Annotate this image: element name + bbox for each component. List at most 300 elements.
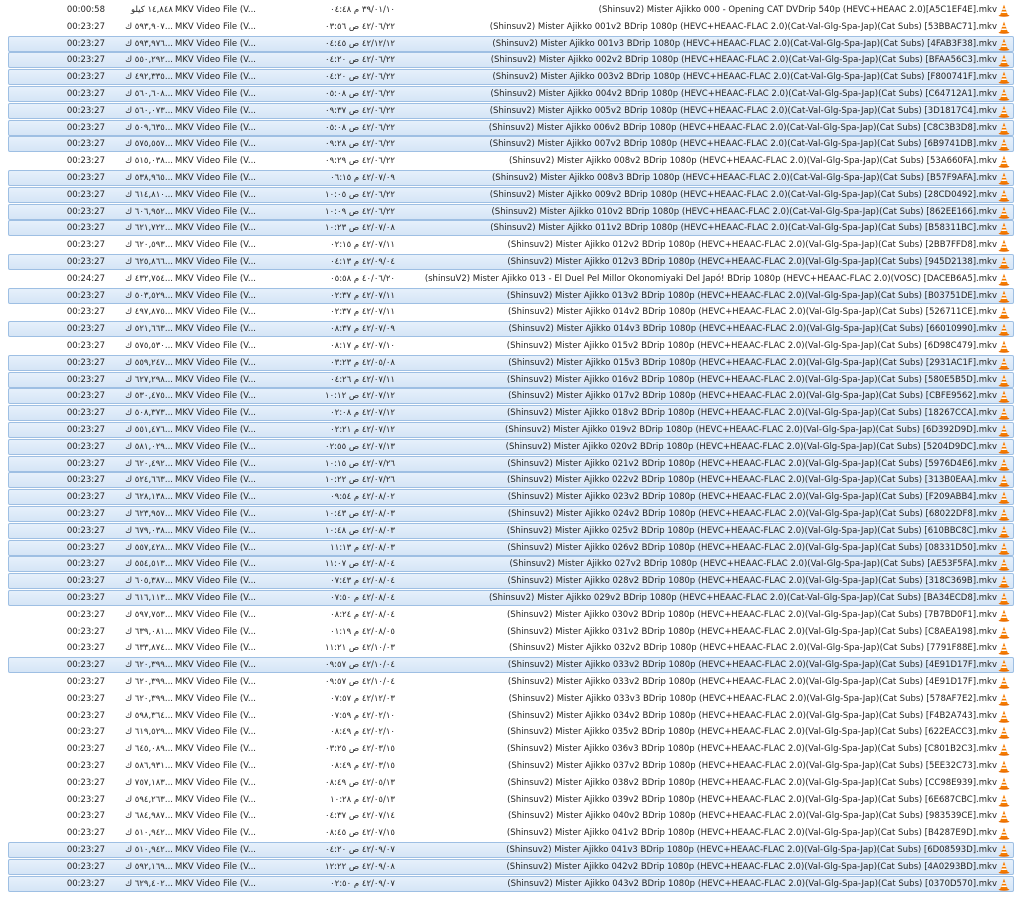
date-cell: ٤٢/٠٧/١٢ م ٠٢:٢١ bbox=[330, 425, 395, 435]
vlc-cone-icon bbox=[998, 88, 1010, 101]
date-cell: ٤٢/٠٨/٠٤ م ٠٨:٢٤ bbox=[330, 609, 395, 620]
date-cell: ٤٢/٠٣/١٥ م ٠٨:٤٩ bbox=[330, 761, 395, 771]
file-row[interactable] bbox=[8, 556, 1014, 572]
vlc-cone-icon bbox=[998, 474, 1010, 487]
date-cell: ٤٢/٠٥/١٣ ص ٠٨:٤٩ bbox=[325, 777, 395, 788]
file-row[interactable] bbox=[8, 708, 1014, 724]
length-cell: 00:23:27 bbox=[66, 710, 105, 721]
date-cell: ٤٢/٠٦/٢٢ ص ٠٩:٢٩ bbox=[325, 156, 395, 167]
file-row[interactable] bbox=[8, 187, 1014, 203]
type-cell: MKV Video File (V... bbox=[175, 660, 257, 671]
type-cell: MKV Video File (V... bbox=[175, 5, 257, 15]
name-cell: (Shinsuv2) Mister Ajikko 020v2 BDrip 1080p (HEVC+HEAAC-FLAC 2.0)(Val-Glg-Spa-Jap)(Cat Subs) [5204D9DC].mkv bbox=[505, 441, 997, 452]
vlc-cone-icon bbox=[998, 592, 1010, 605]
size-cell: ٥٥٧,٤٢٨ ك... bbox=[125, 542, 173, 553]
file-row[interactable] bbox=[8, 338, 1014, 354]
size-cell: ٦١٤,٨١٠ ك... bbox=[125, 189, 173, 200]
name-cell: (Shinsuv2) Mister Ajikko 033v3 BDrip 1080p (HEVC+HEAAC-FLAC 2.0)(Val-Glg-Spa-Jap)(Cat Subs) [578AF7E2].mkv bbox=[508, 693, 997, 704]
type-cell: MKV Video File (V... bbox=[175, 710, 257, 721]
date-cell: ٤٢/٠٦/٢٢ ص ٠٥:٠٨ bbox=[325, 89, 395, 99]
file-row[interactable] bbox=[8, 288, 1014, 304]
size-cell: ٥٩٤,٢٦٣ ك... bbox=[125, 794, 173, 805]
type-cell: MKV Video File (V... bbox=[175, 458, 257, 469]
date-cell: ٤٢/٠٩/٠٧ ص ٠٤:٢٠ bbox=[325, 845, 395, 855]
size-cell: ٦٢٩,٤٠٢ ك... bbox=[125, 878, 173, 889]
length-cell: 00:23:27 bbox=[66, 626, 105, 637]
name-cell: (Shinsuv2) Mister Ajikko 004v2 BDrip 1080p (HEVC+HEAAC-FLAC 2.0)(Cat-Val-Glg-Spa-Jap)(Cat Subs) [C64712A1].mkv bbox=[490, 89, 997, 99]
file-row[interactable] bbox=[8, 674, 1014, 690]
size-cell: ٥٩٣,٩٧٦ ك... bbox=[125, 38, 173, 49]
file-row[interactable] bbox=[8, 876, 1014, 892]
size-cell: ٦٢٠,٣٩٩ ك... bbox=[125, 693, 173, 704]
size-cell: ٦٢٥,٨٦٦ ك... bbox=[125, 257, 173, 267]
file-row[interactable] bbox=[8, 372, 1014, 388]
type-cell: MKV Video File (V... bbox=[175, 240, 257, 251]
name-cell: (Shinsuv2) Mister Ajikko 022v2 BDrip 1080p (HEVC+HEAAC-FLAC 2.0)(Val-Glg-Spa-Jap)(Cat Subs) [313B0EAA].mkv bbox=[507, 475, 997, 486]
vlc-cone-icon bbox=[998, 794, 1010, 807]
size-cell: ٥٠٨,٣٧٣ ك... bbox=[125, 408, 173, 419]
length-cell: 00:23:27 bbox=[66, 609, 105, 620]
length-cell: 00:23:27 bbox=[66, 693, 105, 704]
file-row[interactable] bbox=[8, 540, 1014, 556]
length-cell: 00:23:27 bbox=[66, 475, 105, 486]
date-cell: ٤٢/٠٧/١١ م ٠٢:١٥ bbox=[330, 240, 395, 251]
file-row[interactable] bbox=[8, 237, 1014, 253]
file-row[interactable] bbox=[8, 69, 1014, 85]
date-cell: ٤٢/٠٣/١٥ ص ٠٣:٢٥ bbox=[325, 744, 395, 755]
type-cell: MKV Video File (V... bbox=[175, 811, 257, 822]
type-cell: MKV Video File (V... bbox=[175, 273, 257, 284]
file-row[interactable] bbox=[8, 220, 1014, 236]
vlc-cone-icon bbox=[998, 861, 1010, 874]
type-cell: MKV Video File (V... bbox=[175, 374, 257, 385]
file-row[interactable] bbox=[8, 590, 1014, 606]
size-cell: ٦٤٥,٠٨٩ ك... bbox=[125, 744, 173, 755]
length-cell: 00:23:27 bbox=[66, 105, 105, 116]
vlc-cone-icon bbox=[998, 54, 1010, 67]
vlc-cone-icon bbox=[998, 642, 1010, 655]
type-cell: MKV Video File (V... bbox=[175, 441, 257, 452]
file-row[interactable] bbox=[8, 456, 1014, 472]
date-cell: ٤٢/٠٢/١٠ م ٠٨:٤٩ bbox=[330, 727, 395, 738]
file-row[interactable] bbox=[8, 388, 1014, 404]
type-cell: MKV Video File (V... bbox=[175, 744, 257, 755]
name-cell: (Shinsuv2) Mister Ajikko 035v2 BDrip 1080p (HEVC+HEAAC-FLAC 2.0)(Val-Glg-Spa-Jap)(Cat Subs) [622EACC3].mkv bbox=[507, 727, 997, 738]
length-cell: 00:23:27 bbox=[66, 240, 105, 251]
name-cell: (Shinsuv2) Mister Ajikko 018v2 BDrip 1080p (HEVC+HEAAC-FLAC 2.0)(Val-Glg-Spa-Jap)(Cat Subs) [18267CCA].mkv bbox=[506, 408, 997, 419]
name-cell: (Shinsuv2) Mister Ajikko 017v2 BDrip 1080p (HEVC+HEAAC-FLAC 2.0)(Val-Glg-Spa-Jap)(Cat Subs) [CBFE9562].mkv bbox=[508, 391, 997, 402]
name-cell: (Shinsuv2) Mister Ajikko 038v2 BDrip 1080p (HEVC+HEAAC-FLAC 2.0)(Val-Glg-Spa-Jap)(Cat Subs) [CC98E939].mkv bbox=[507, 777, 997, 788]
size-cell: ٥٩٧,٧٥٣ ك... bbox=[125, 609, 173, 620]
file-row[interactable] bbox=[8, 489, 1014, 505]
date-cell: ٤٢/١٠/٠٤ ص ٠٩:٥٧ bbox=[325, 660, 395, 671]
name-cell: (Shinsuv2) Mister Ajikko 009v2 BDrip 1080p (HEVC+HEAAC-FLAC 2.0)(Cat-Val-Glg-Spa-Jap)(Cat Subs) [28CD0492].mkv bbox=[489, 189, 997, 200]
file-row[interactable] bbox=[8, 321, 1014, 337]
date-cell: ٤٢/٠٨/٠٤ م ٠٧:٥٠ bbox=[330, 593, 395, 603]
type-cell: MKV Video File (V... bbox=[175, 861, 257, 872]
length-cell: 00:23:27 bbox=[66, 391, 105, 402]
type-cell: MKV Video File (V... bbox=[175, 257, 257, 267]
length-cell: 00:23:27 bbox=[66, 206, 105, 217]
size-cell: ٧٥٧,١٨٣ ك... bbox=[125, 777, 173, 788]
date-cell: ٤٢/٠٦/٢٢ ص ٠٩:٢٨ bbox=[325, 139, 395, 150]
size-cell: ٦٢٨,١٣٨ ك... bbox=[125, 492, 173, 503]
date-cell: ٤٢/٠٩/٠٨ ص ١٢:٢٢ bbox=[325, 861, 395, 872]
size-cell: ٦١٩,٥٢٩ ك... bbox=[125, 727, 173, 738]
vlc-cone-icon bbox=[998, 827, 1010, 840]
name-cell: (Shinsuv2) Mister Ajikko 014v3 BDrip 1080p (HEVC+HEAAC-FLAC 2.0)(Val-Glg-Spa-Jap)(Cat Subs) [66010990].mkv bbox=[508, 324, 997, 335]
file-row[interactable] bbox=[8, 859, 1014, 875]
file-row[interactable] bbox=[8, 775, 1014, 791]
date-cell: ٤٢/٠٧/٢٦ ص ١٠:١٥ bbox=[325, 458, 395, 469]
type-cell: MKV Video File (V... bbox=[175, 542, 257, 553]
vlc-cone-icon bbox=[998, 290, 1010, 303]
name-cell: (Shinsuv2) Mister Ajikko 031v2 BDrip 1080p (HEVC+HEAAC-FLAC 2.0)(Val-Glg-Spa-Jap)(Cat Subs) [C8AEA198].mkv bbox=[507, 626, 997, 637]
name-cell: (Shinsuv2) Mister Ajikko 023v2 BDrip 1080p (HEVC+HEAAC-FLAC 2.0)(Val-Glg-Spa-Jap)(Cat Subs) [F209ABB4].mkv bbox=[507, 492, 997, 503]
name-cell: (Shinsuv2) Mister Ajikko 008v3 BDrip 1080p (HEVC+HEAAC-FLAC 2.0)(Cat-Val-Glg-Spa-Jap)(Cat Subs) [B57F9AFA].mkv bbox=[491, 173, 997, 183]
vlc-cone-icon bbox=[998, 441, 1010, 454]
type-cell: MKV Video File (V... bbox=[175, 559, 257, 570]
type-cell: MKV Video File (V... bbox=[175, 643, 257, 654]
name-cell: (Shinsuv2) Mister Ajikko 005v2 BDrip 1080p (HEVC+HEAAC-FLAC 2.0)(Cat-Val-Glg-Spa-Jap)(Cat Subs) [3D1817C4].mkv bbox=[489, 105, 997, 116]
date-cell: ٤٢/٠٧/١١ م ٠٢:٣٧ bbox=[330, 290, 395, 301]
file-row[interactable] bbox=[8, 506, 1014, 522]
length-cell: 00:24:27 bbox=[66, 273, 105, 284]
length-cell: 00:23:27 bbox=[66, 341, 105, 351]
vlc-cone-icon bbox=[998, 609, 1010, 622]
vlc-cone-icon bbox=[998, 323, 1010, 336]
type-cell: MKV Video File (V... bbox=[175, 223, 257, 234]
date-cell: ٤٢/٠٧/١١ م ٠٤:٢٦ bbox=[330, 374, 395, 385]
type-cell: MKV Video File (V... bbox=[175, 341, 257, 351]
length-cell: 00:23:27 bbox=[66, 425, 105, 435]
size-cell: ٦٨٤,٩٨٧ ك... bbox=[125, 811, 173, 822]
vlc-cone-icon bbox=[998, 189, 1010, 202]
size-cell: ٦١٦,١١٣ ك... bbox=[125, 593, 173, 603]
date-cell: ٤٢/٠٧/١٤ ص ٠٤:٣٧ bbox=[325, 811, 395, 822]
length-cell: 00:23:27 bbox=[66, 307, 105, 318]
file-row[interactable] bbox=[8, 2, 1014, 18]
length-cell: 00:23:27 bbox=[66, 794, 105, 805]
date-cell: ٤٢/٠٨/٠٣ ص ١٠:٤٨ bbox=[325, 525, 395, 536]
date-cell: ٤٢/٠٨/٠٥ م ٠١:١٩ bbox=[330, 626, 395, 637]
size-cell: ٥٥٩,٢٤٧ ك... bbox=[125, 357, 173, 368]
file-row[interactable] bbox=[8, 103, 1014, 119]
vlc-cone-icon bbox=[998, 491, 1010, 504]
file-row[interactable] bbox=[8, 741, 1014, 757]
vlc-cone-icon bbox=[998, 810, 1010, 823]
file-row[interactable] bbox=[8, 691, 1014, 707]
length-cell: 00:23:27 bbox=[66, 324, 105, 335]
file-row[interactable] bbox=[8, 355, 1014, 371]
type-cell: MKV Video File (V... bbox=[175, 290, 257, 301]
type-cell: MKV Video File (V... bbox=[175, 845, 257, 855]
name-cell: (Shinsuv2) Mister Ajikko 041v3 BDrip 1080p (HEVC+HEAAC-FLAC 2.0)(Val-Glg-Spa-Jap)(Cat Subs) [6D08593D].mkv bbox=[506, 845, 997, 855]
name-cell: (Shinsuv2) Mister Ajikko 003v2 BDrip 1080p (HEVC+HEAAC-FLAC 2.0)(Cat-Val-Glg-Spa-Jap)(Cat Subs) [F800741F].mkv bbox=[492, 72, 997, 83]
length-cell: 00:23:27 bbox=[66, 139, 105, 150]
size-cell: ٥٦٠,٠٧٣ ك... bbox=[125, 105, 173, 116]
name-cell: (Shinsuv2) Mister Ajikko 025v2 BDrip 1080p (HEVC+HEAAC-FLAC 2.0)(Val-Glg-Spa-Jap)(Cat Subs) [610BBC8C].mkv bbox=[506, 525, 997, 536]
length-cell: 00:23:27 bbox=[66, 861, 105, 872]
file-row[interactable] bbox=[8, 724, 1014, 740]
file-row[interactable] bbox=[8, 405, 1014, 421]
name-cell: (Shinsuv2) Mister Ajikko 019v2 BDrip 1080p (HEVC+HEAAC-FLAC 2.0)(Val-Glg-Spa-Jap)(Cat Subs) [6D392D9D].mkv bbox=[505, 425, 997, 435]
file-row[interactable] bbox=[8, 640, 1014, 656]
file-row[interactable] bbox=[8, 825, 1014, 841]
vlc-cone-icon bbox=[998, 458, 1010, 471]
vlc-cone-icon bbox=[998, 374, 1010, 387]
file-row[interactable] bbox=[8, 523, 1014, 539]
vlc-cone-icon bbox=[998, 71, 1010, 84]
date-cell: ٤٢/٠٦/٢٢ ص ٠٥:٠٨ bbox=[325, 122, 395, 133]
date-cell: ٤٢/٠٨/٠٣ ص ١٠:٤٣ bbox=[325, 509, 395, 519]
vlc-cone-icon bbox=[998, 525, 1010, 538]
date-cell: ٤٢/٠٧/٠٩ م ٠٦:١٥ bbox=[330, 173, 395, 183]
name-cell: (Shinsuv2) Mister Ajikko 001v2 BDrip 1080p (HEVC+HEAAC-FLAC 2.0)(Cat-Val-Glg-Spa-Jap)(Cat Subs) [53BBAC71].mkv bbox=[489, 21, 997, 32]
type-cell: MKV Video File (V... bbox=[175, 492, 257, 503]
vlc-cone-icon bbox=[998, 693, 1010, 706]
name-cell: (Shinsuv2) Mister Ajikko 012v3 BDrip 1080p (HEVC+HEAAC-FLAC 2.0)(Val-Glg-Spa-Jap)(Cat Subs) [945D2138].mkv bbox=[507, 257, 997, 267]
vlc-cone-icon bbox=[998, 105, 1010, 118]
size-cell: ٥٩٨,٣٦٤ ك... bbox=[125, 710, 173, 721]
vlc-cone-icon bbox=[998, 340, 1010, 353]
file-row[interactable] bbox=[8, 439, 1014, 455]
vlc-cone-icon bbox=[998, 4, 1010, 17]
size-cell: ٦٣٩,٠٨١ ك... bbox=[125, 626, 173, 637]
length-cell: 00:23:27 bbox=[66, 777, 105, 788]
size-cell: ٥٣٨,٩٦٥ ك... bbox=[125, 173, 173, 183]
date-cell: ٤٢/١٢/٠٣ م ٠٧:٥٧ bbox=[330, 693, 395, 704]
file-row[interactable] bbox=[8, 52, 1014, 68]
file-row[interactable] bbox=[8, 136, 1014, 152]
name-cell: (Shinsuv2) Mister Ajikko 036v3 BDrip 1080p (HEVC+HEAAC-FLAC 2.0)(Val-Glg-Spa-Jap)(Cat Subs) [C801B2C3].mkv bbox=[506, 744, 997, 755]
name-cell: (Shinsuv2) Mister Ajikko 039v2 BDrip 1080p (HEVC+HEAAC-FLAC 2.0)(Val-Glg-Spa-Jap)(Cat Subs) [6E687CBC].mkv bbox=[507, 794, 997, 805]
type-cell: MKV Video File (V... bbox=[175, 475, 257, 486]
size-cell: ٦٢٣,٩٥٧ ك... bbox=[125, 509, 173, 519]
size-cell: ٦٢١,٧٢٢ ك... bbox=[125, 223, 173, 234]
length-cell: 00:23:27 bbox=[66, 223, 105, 234]
type-cell: MKV Video File (V... bbox=[175, 307, 257, 318]
length-cell: 00:23:27 bbox=[66, 727, 105, 738]
size-cell: ٦٢٧,٢٩٨ ك... bbox=[125, 374, 173, 385]
file-row[interactable] bbox=[8, 422, 1014, 438]
length-cell: 00:23:27 bbox=[66, 761, 105, 771]
type-cell: MKV Video File (V... bbox=[175, 761, 257, 771]
date-cell: ٤٢/٠٦/٢٢ ص ٠٩:٣٧ bbox=[325, 105, 395, 116]
vlc-cone-icon bbox=[998, 508, 1010, 521]
vlc-cone-icon bbox=[998, 743, 1010, 756]
file-row[interactable] bbox=[8, 808, 1014, 824]
vlc-cone-icon bbox=[998, 760, 1010, 773]
length-cell: 00:23:27 bbox=[66, 593, 105, 603]
vlc-cone-icon bbox=[998, 306, 1010, 319]
date-cell: ٤٢/٠٧/٠٨ ص ١٠:٢٣ bbox=[325, 223, 395, 234]
size-cell: ٥١٥,٠٣٨ ك... bbox=[125, 156, 173, 167]
date-cell: ٤٢/٠٧/١١ م ٠٢:٣٧ bbox=[330, 307, 395, 318]
size-cell: ٥١٠,٩٤٢ ك... bbox=[125, 845, 173, 855]
file-row[interactable] bbox=[8, 120, 1014, 136]
name-cell: (Shinsuv2) Mister Ajikko 010v2 BDrip 1080p (HEVC+HEAAC-FLAC 2.0)(Cat-Val-Glg-Spa-Jap)(Cat Subs) [862EE166].mkv bbox=[491, 206, 997, 217]
length-cell: 00:23:27 bbox=[66, 357, 105, 368]
size-cell: ٥٩٣,٩٠٧ ك... bbox=[125, 21, 173, 32]
vlc-cone-icon bbox=[998, 138, 1010, 151]
date-cell: ٤٢/٠٥/٠٨ م ٠٣:٢٣ bbox=[330, 357, 395, 368]
name-cell: (Shinsuv2) Mister Ajikko 043v2 BDrip 1080p (HEVC+HEAAC-FLAC 2.0)(Val-Glg-Spa-Jap)(Cat Subs) [0370D570].mkv bbox=[507, 878, 997, 889]
name-cell: (Shinsuv2) Mister Ajikko 011v2 BDrip 1080p (HEVC+HEAAC-FLAC 2.0)(Cat-Val-Glg-Spa-Jap)(Cat Subs) [B58311BC].mkv bbox=[490, 223, 997, 234]
size-cell: ٦٠٦,٩٥٢ ك... bbox=[125, 206, 173, 217]
date-cell: ٤٠/٠٦/٢٠ م ٠٥:٥٨ bbox=[330, 273, 395, 284]
file-row[interactable] bbox=[8, 86, 1014, 102]
file-row[interactable] bbox=[8, 792, 1014, 808]
name-cell: (Shinsuv2) Mister Ajikko 026v2 BDrip 1080p (HEVC+HEAAC-FLAC 2.0)(Val-Glg-Spa-Jap)(Cat Subs) [08331D50].mkv bbox=[507, 542, 997, 553]
vlc-cone-icon bbox=[998, 726, 1010, 739]
file-row[interactable] bbox=[8, 36, 1014, 52]
length-cell: 00:23:27 bbox=[66, 660, 105, 671]
file-row[interactable] bbox=[8, 842, 1014, 858]
file-row[interactable] bbox=[8, 254, 1014, 270]
date-cell: ٤٢/١٠/٠٤ ص ٠٩:٥٧ bbox=[325, 677, 395, 687]
name-cell: (Shinsuv2) Mister Ajikko 029v2 BDrip 1080p (HEVC+HEAAC-FLAC 2.0)(Cat-Val-Glg-Spa-Jap)(Cat Subs) [BA34ECD8].mkv bbox=[488, 593, 997, 603]
size-cell: ٤٣٢,٧٥٤ ك... bbox=[125, 273, 173, 284]
vlc-cone-icon bbox=[998, 172, 1010, 185]
type-cell: MKV Video File (V... bbox=[175, 189, 257, 200]
type-cell: MKV Video File (V... bbox=[175, 357, 257, 368]
size-cell: ٦٠٥,٣٨٧ ك... bbox=[125, 576, 173, 587]
date-cell: ٤٢/١٠/٠٣ ص ١١:٢١ bbox=[325, 643, 395, 654]
name-cell: (Shinsuv2) Mister Ajikko 024v2 BDrip 1080p (HEVC+HEAAC-FLAC 2.0)(Val-Glg-Spa-Jap)(Cat Subs) [68022DF8].mkv bbox=[507, 509, 997, 519]
vlc-cone-icon bbox=[998, 256, 1010, 269]
size-cell: ٥٢٤,٦٦٣ ك... bbox=[125, 475, 173, 486]
size-cell: ٥١٠,٩٤٢ ك... bbox=[125, 828, 173, 839]
type-cell: MKV Video File (V... bbox=[175, 576, 257, 587]
length-cell: 00:23:27 bbox=[66, 441, 105, 452]
vlc-cone-icon bbox=[998, 424, 1010, 437]
length-cell: 00:23:27 bbox=[66, 55, 105, 66]
type-cell: MKV Video File (V... bbox=[175, 525, 257, 536]
name-cell: (Shinsuv2) Mister Ajikko 012v2 BDrip 1080p (HEVC+HEAAC-FLAC 2.0)(Val-Glg-Spa-Jap)(Cat Subs) [2BB7FFD8].mkv bbox=[507, 240, 997, 251]
type-cell: MKV Video File (V... bbox=[175, 21, 257, 32]
vlc-cone-icon bbox=[998, 777, 1010, 790]
file-row[interactable] bbox=[8, 153, 1014, 169]
file-row[interactable] bbox=[8, 19, 1014, 35]
type-cell: MKV Video File (V... bbox=[175, 105, 257, 116]
file-row[interactable] bbox=[8, 170, 1014, 186]
length-cell: 00:23:27 bbox=[66, 744, 105, 755]
name-cell: (Shinsuv2) Mister Ajikko 033v2 BDrip 1080p (HEVC+HEAAC-FLAC 2.0)(Val-Glg-Spa-Jap)(Cat Subs) [4E91D17F].mkv bbox=[507, 677, 997, 687]
size-cell: ٥٨٦,٩٣١ ك... bbox=[125, 761, 173, 771]
file-row[interactable] bbox=[8, 204, 1014, 220]
length-cell: 00:23:27 bbox=[66, 576, 105, 587]
size-cell: ٥٧٥,٥٣٠ ك... bbox=[125, 341, 173, 351]
date-cell: ٤٢/٠٨/٠٢ م ٠٩:٥٤ bbox=[330, 492, 395, 503]
vlc-cone-icon bbox=[998, 390, 1010, 403]
vlc-cone-icon bbox=[998, 626, 1010, 639]
file-row[interactable] bbox=[8, 624, 1014, 640]
size-cell: ٥٠٣,٥٢٩ ك... bbox=[125, 290, 173, 301]
vlc-cone-icon bbox=[998, 38, 1010, 51]
length-cell: 00:23:27 bbox=[66, 559, 105, 570]
date-cell: ٤٢/٠٧/٠٩ م ٠٨:٣٧ bbox=[330, 324, 395, 335]
type-cell: MKV Video File (V... bbox=[175, 173, 257, 183]
date-cell: ٤٢/٠٨/٠٤ ص ١١:٠٧ bbox=[325, 559, 395, 570]
vlc-cone-icon bbox=[998, 844, 1010, 857]
vlc-cone-icon bbox=[998, 239, 1010, 252]
vlc-cone-icon bbox=[998, 273, 1010, 286]
name-cell: (Shinsuv2) Mister Ajikko 016v2 BDrip 1080p (HEVC+HEAAC-FLAC 2.0)(Val-Glg-Spa-Jap)(Cat Subs) [580E5B5D].mkv bbox=[506, 374, 997, 385]
date-cell: ٣٩/٠١/١٠ م ٠٤:٤٨ bbox=[330, 5, 395, 15]
vlc-cone-icon bbox=[998, 407, 1010, 420]
size-cell: ٥٥٤,٥١٣ ك... bbox=[125, 559, 173, 570]
vlc-cone-icon bbox=[998, 206, 1010, 219]
type-cell: MKV Video File (V... bbox=[175, 626, 257, 637]
file-row[interactable] bbox=[8, 758, 1014, 774]
date-cell: ٤٢/٠٧/١٢ م ٠٢:٠٨ bbox=[330, 408, 395, 419]
size-cell: ٥٣٠,٤٧٥ ك... bbox=[125, 391, 173, 402]
length-cell: 00:23:27 bbox=[66, 89, 105, 99]
size-cell: ٥٩٢,١٦٩ ك... bbox=[125, 861, 173, 872]
date-cell: ٤٢/٠٨/٠٣ م ١١:١٣ bbox=[330, 542, 395, 553]
length-cell: 00:23:27 bbox=[66, 492, 105, 503]
file-row[interactable] bbox=[8, 304, 1014, 320]
date-cell: ٤٢/٠٩/٠٧ م ٠٢:٥٠ bbox=[330, 878, 395, 889]
name-cell: (Shinsuv2) Mister Ajikko 015v2 BDrip 1080p (HEVC+HEAAC-FLAC 2.0)(Val-Glg-Spa-Jap)(Cat Subs) [6D98C479].mkv bbox=[506, 341, 997, 351]
size-cell: ٥٦٠,٦٠٨ ك... bbox=[125, 89, 173, 99]
type-cell: MKV Video File (V... bbox=[175, 408, 257, 419]
file-row[interactable] bbox=[8, 607, 1014, 623]
type-cell: MKV Video File (V... bbox=[175, 206, 257, 217]
type-cell: MKV Video File (V... bbox=[175, 677, 257, 687]
name-cell: (Shinsuv2) Mister Ajikko 000 - Opening CAT DVDrip 540p (HEVC+HEAAC 2.0)[A5C1EF4E].mkv bbox=[598, 5, 997, 15]
size-cell: ٦٢٠,٣٩٩ ك... bbox=[125, 660, 173, 671]
type-cell: MKV Video File (V... bbox=[175, 609, 257, 620]
name-cell: (Shinsuv2) Mister Ajikko 027v2 BDrip 1080p (HEVC+HEAAC-FLAC 2.0)(Val-Glg-Spa-Jap)(Cat Subs) [AE53F5FA].mkv bbox=[509, 559, 997, 570]
vlc-cone-icon bbox=[998, 710, 1010, 723]
vlc-cone-icon bbox=[998, 659, 1010, 672]
type-cell: MKV Video File (V... bbox=[175, 139, 257, 150]
file-row[interactable] bbox=[8, 573, 1014, 589]
vlc-cone-icon bbox=[998, 878, 1010, 891]
date-cell: ٤٢/٠٦/٢٢ ص ١٠:٠٩ bbox=[325, 206, 395, 217]
file-row[interactable] bbox=[8, 472, 1014, 488]
name-cell: (Shinsuv2) Mister Ajikko 015v3 BDrip 1080p (HEVC+HEAAC-FLAC 2.0)(Val-Glg-Spa-Jap)(Cat Subs) [2931AC1F].mkv bbox=[508, 357, 997, 368]
name-cell: (Shinsuv2) Mister Ajikko 028v2 BDrip 1080p (HEVC+HEAAC-FLAC 2.0)(Val-Glg-Spa-Jap)(Cat Subs) [318C369B].mkv bbox=[507, 576, 997, 587]
name-cell: (Shinsuv2) Mister Ajikko 032v2 BDrip 1080p (HEVC+HEAAC-FLAC 2.0)(Val-Glg-Spa-Jap)(Cat Subs) [7791F88E].mkv bbox=[509, 643, 997, 654]
name-cell: (Shinsuv2) Mister Ajikko 040v2 BDrip 1080p (HEVC+HEAAC-FLAC 2.0)(Val-Glg-Spa-Jap)(Cat Subs) [983539CE].mkv bbox=[507, 811, 997, 822]
length-cell: 00:23:27 bbox=[66, 677, 105, 687]
length-cell: 00:23:27 bbox=[66, 290, 105, 301]
vlc-cone-icon bbox=[998, 222, 1010, 235]
name-cell: (Shinsuv2) Mister Ajikko 030v2 BDrip 1080p (HEVC+HEAAC-FLAC 2.0)(Val-Glg-Spa-Jap)(Cat Subs) [7B7BD0F1].mkv bbox=[506, 609, 997, 620]
length-cell: 00:23:27 bbox=[66, 189, 105, 200]
file-row[interactable] bbox=[8, 657, 1014, 673]
date-cell: ٤٢/٠٧/١٠ م ٠٨:١٧ bbox=[330, 341, 395, 351]
length-cell: 00:23:27 bbox=[66, 257, 105, 267]
vlc-cone-icon bbox=[998, 122, 1010, 135]
file-row[interactable] bbox=[8, 271, 1014, 287]
date-cell: ٤٢/٠٧/٢٦ ص ١٠:٢٢ bbox=[325, 475, 395, 486]
length-cell: 00:23:27 bbox=[66, 542, 105, 553]
name-cell: (Shinsuv2) Mister Ajikko 041v2 BDrip 1080p (HEVC+HEAAC-FLAC 2.0)(Val-Glg-Spa-Jap)(Cat Subs) [B4287E9D].mkv bbox=[506, 828, 997, 839]
name-cell: (Shinsuv2) Mister Ajikko 033v2 BDrip 1080p (HEVC+HEAAC-FLAC 2.0)(Val-Glg-Spa-Jap)(Cat Subs) [4E91D17F].mkv bbox=[507, 660, 997, 671]
length-cell: 00:23:27 bbox=[66, 828, 105, 839]
name-cell: (shinsuV2) Mister Ajikko 013 - El Duel Pel Millor Okonomiyaki Del Japó! BDrip 1080p (HEVC+HEAAC-FLAC 2.0)(VOSC) [DACEB6A5].mkv bbox=[424, 273, 997, 284]
name-cell: (Shinsuv2) Mister Ajikko 042v2 BDrip 1080p (HEVC+HEAAC-FLAC 2.0)(Val-Glg-Spa-Jap)(Cat Subs) [4A0293BD].mkv bbox=[506, 861, 997, 872]
type-cell: MKV Video File (V... bbox=[175, 391, 257, 402]
name-cell: (Shinsuv2) Mister Ajikko 037v2 BDrip 1080p (HEVC+HEAAC-FLAC 2.0)(Val-Glg-Spa-Jap)(Cat Subs) [5EE32C73].mkv bbox=[508, 761, 997, 771]
size-cell: ٤٩٧,٨٧٥ ك... bbox=[125, 307, 173, 318]
size-cell: ٥٢١,٦٦٣ ك... bbox=[125, 324, 173, 335]
name-cell: (Shinsuv2) Mister Ajikko 021v2 BDrip 1080p (HEVC+HEAAC-FLAC 2.0)(Val-Glg-Spa-Jap)(Cat Subs) [5976D4E6].mkv bbox=[507, 458, 997, 469]
